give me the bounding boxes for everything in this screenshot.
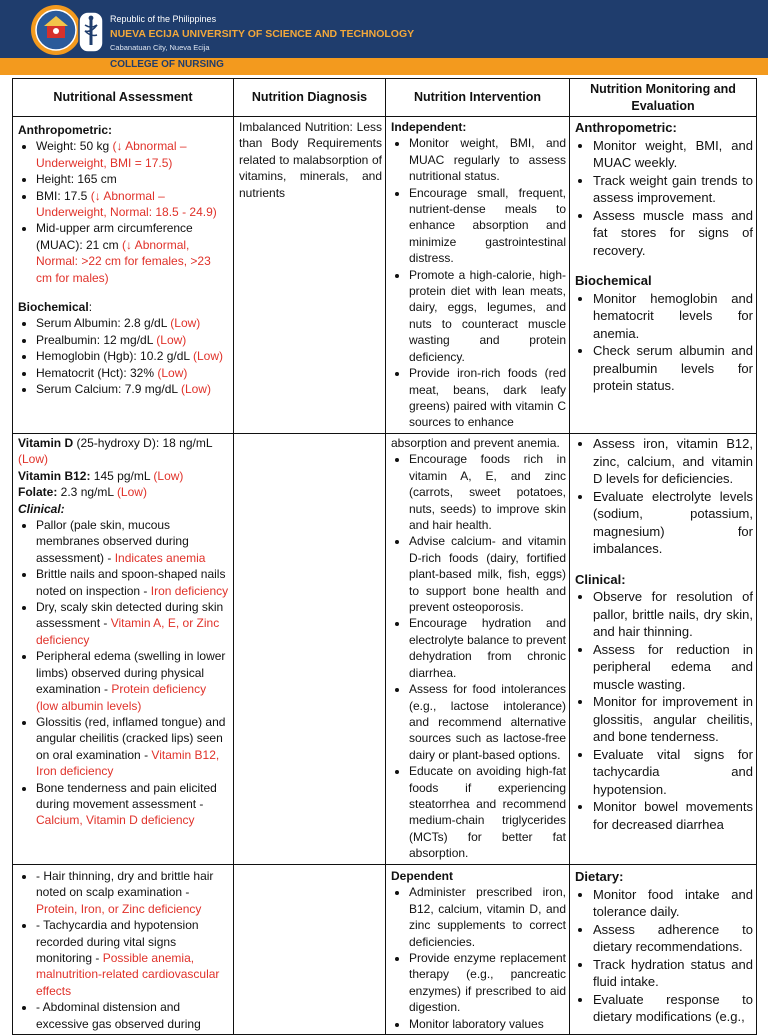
list-item: • Monitor weight, BMI, and MUAC regularly to assess nutritional status. <box>409 135 566 184</box>
diagnosis-cell <box>234 117 386 434</box>
monitoring-dietary-list <box>575 886 753 1026</box>
anthropometric-heading: Anthropometric: <box>18 123 112 137</box>
list-item: • Peripheral edema (swelling in lower limbs) observed during physical examination - Protein deficiency (low albumin levels) <box>36 648 230 714</box>
list-item: • Track weight gain trends to assess improvement. <box>593 172 753 207</box>
list-item: • Glossitis (red, inflamed tongue) and angular cheilitis (cracked lips) seen on oral examination - Vitamin B12, Iron deficiency <box>36 714 230 780</box>
diagnosis-cell <box>234 860 386 1035</box>
list-item: • Assess for food intolerances (e.g., lactose intolerance) and recommend alternative sources such as lactose-free dairy or plant-based options. <box>409 681 566 763</box>
column-header-diagnosis: Nutrition Diagnosis <box>234 79 386 117</box>
list-item: • Monitor for improvement in glossitis, angular cheilitis, and bone tenderness. <box>593 693 753 746</box>
list-item: • Weight: 50 kg (↓ Abnormal – Underweight, BMI = 17.5) <box>36 138 230 171</box>
folate-line: Folate: 2.3 ng/mL (Low) <box>18 485 147 500</box>
list-item: • Evaluate response to dietary modifications (e.g., <box>593 991 753 1026</box>
intervention-list <box>391 884 566 1032</box>
anthropometric-list <box>18 138 230 286</box>
list-item: • Bone tenderness and pain elicited during movement assessment - Calcium, Vitamin D deficiency <box>36 780 230 829</box>
list-item: • Track hydration status and fluid intake. <box>593 956 753 991</box>
list-item: • Hematocrit (Hct): 32% (Low) <box>36 365 230 381</box>
biochemical-heading: Biochemical <box>575 273 652 288</box>
list-item: • Monitor bowel movements for decreased diarrhea <box>593 798 753 833</box>
university-seal-icon <box>30 4 82 56</box>
clinical-heading: Clinical: <box>18 501 65 516</box>
table-header-row <box>13 79 757 117</box>
column-header-monitoring: Nutrition Monitoring and Evaluation <box>570 79 757 117</box>
table-row <box>13 433 757 864</box>
list-item: • Provide iron-rich foods (red meat, beans, dark leafy greens) paired with vitamin C sources to enhance <box>409 365 566 431</box>
list-item: • Prealbumin: 12 mg/dL (Low) <box>36 332 230 348</box>
clinical-list <box>18 517 230 829</box>
list-item: • - Abdominal distension and excessive gas observed during <box>36 999 230 1032</box>
assessment-cell <box>13 860 234 1035</box>
list-item: • Height: 165 cm <box>36 171 230 187</box>
ncp-table-page-2 <box>12 433 757 865</box>
intervention-list <box>391 135 566 430</box>
intervention-continued: absorption and prevent anemia. <box>391 436 560 450</box>
list-item: • Advise calcium- and vitamin D-rich foods (dairy, fortified plant-based milk, fish, eggs) to support bone health and prevent osteoporosis. <box>409 533 566 615</box>
biochemical-heading: Biochemical: <box>18 300 93 315</box>
list-item: • Encourage hydration and electrolyte balance to prevent dehydration from chronic diarrhea. <box>409 615 566 681</box>
diagnosis-text: Imbalanced Nutrition: Less than Body Requirements related to malabsorption of vitamins, minerals, and nutrients <box>239 120 382 200</box>
clinical-heading: Clinical: <box>575 571 626 587</box>
vitamin-d-line: Vitamin D (25-hydroxy D): 18 ng/mL (Low) <box>18 436 213 467</box>
list-item: • - Tachycardia and hypotension recorded during vital signs monitoring - Possible anemia, malnutrition-related cardiovascular effects <box>36 917 230 999</box>
intervention-list <box>391 451 566 861</box>
column-header-assessment: Nutritional Assessment <box>13 79 234 117</box>
list-item: • Assess muscle mass and fat stores for signs of recovery. <box>593 207 753 260</box>
intervention-cell <box>386 117 570 434</box>
dependent-heading: Dependent <box>391 869 454 883</box>
list-item: • Dry, scaly skin detected during skin assessment - Vitamin A, E, or Zinc deficiency <box>36 599 230 648</box>
list-item: • Monitor laboratory values <box>409 1016 566 1032</box>
table-row <box>13 117 757 434</box>
list-item: • Serum Albumin: 2.8 g/dL (Low) <box>36 315 230 331</box>
header-city: Cabanatuan City, Nueva Ecija <box>110 43 210 52</box>
intervention-cell <box>386 433 570 864</box>
list-item: • Educate on avoiding high-fat foods if experiencing steatorrhea and recommend medium-chain triglycerides (MCTs) for better fat absorption. <box>409 763 566 861</box>
list-item: • Hemoglobin (Hgb): 10.2 g/dL (Low) <box>36 348 230 364</box>
list-item: • BMI: 17.5 (↓ Abnormal – Underweight, Normal: 18.5 - 24.9) <box>36 188 230 221</box>
list-item: • Provide enzyme replacement therapy (e.g., pancreatic enzymes) if prescribed to aid digestion. <box>409 950 566 1016</box>
vitamin-b12-line: Vitamin B12: 145 pg/mL (Low) <box>18 468 184 483</box>
monitoring-cell <box>570 433 757 864</box>
monitoring-clinical-list <box>575 588 753 833</box>
intervention-cell <box>386 860 570 1035</box>
monitoring-bio-list <box>575 290 753 395</box>
list-item: • Mid-upper arm circumference (MUAC): 21 cm (↓ Abnormal, Normal: >22 cm for females, >23 cm for males) <box>36 220 230 286</box>
list-item: • Pallor (pale skin, mucous membranes observed during assessment) - Indicates anemia <box>36 517 230 566</box>
college-seal-icon <box>76 10 106 56</box>
independent-heading: Independent: <box>391 120 467 134</box>
assessment-cell <box>13 433 234 864</box>
list-item: • - Hair thinning, dry and brittle hair noted on scalp examination - Protein, Iron, or Zinc deficiency <box>36 868 230 917</box>
anthropometric-heading: Anthropometric: <box>575 120 677 135</box>
clinical-list <box>18 868 230 1032</box>
table-row <box>13 860 757 1035</box>
list-item: • Brittle nails and spoon-shaped nails noted on inspection - Iron deficiency <box>36 566 230 599</box>
list-item: • Monitor weight, BMI, and MUAC weekly. <box>593 137 753 172</box>
header-banner <box>0 0 768 75</box>
header-university: NUEVA ECIJA UNIVERSITY OF SCIENCE AND TECHNOLOGY <box>110 28 415 40</box>
dietary-heading: Dietary: <box>575 869 624 884</box>
monitoring-cell <box>570 860 757 1035</box>
list-item: • Evaluate electrolyte levels (sodium, potassium, magnesium) for imbalances. <box>593 488 753 558</box>
list-item: • Encourage foods rich in vitamin A, E, and zinc (carrots, sweet potatoes, nuts, seeds) to improve skin and hair health. <box>409 451 566 533</box>
list-item: • Promote a high-calorie, high-protein diet with lean meats, dairy, eggs, legumes, and nuts to counteract muscle wasting and protein deficiency. <box>409 267 566 365</box>
list-item: • Serum Calcium: 7.9 mg/dL (Low) <box>36 381 230 397</box>
header-republic: Republic of the Philippines <box>110 14 217 24</box>
list-item: • Evaluate vital signs for tachycardia and hypotension. <box>593 746 753 799</box>
list-item: • Assess for reduction in peripheral edema and muscle wasting. <box>593 641 753 694</box>
assessment-cell <box>13 117 234 434</box>
header-college: COLLEGE OF NURSING <box>110 59 224 70</box>
biochemical-list <box>18 315 230 397</box>
monitoring-cell <box>570 117 757 434</box>
diagnosis-cell <box>234 433 386 864</box>
monitoring-anthro-list <box>575 137 753 260</box>
list-item: • Encourage small, frequent, nutrient-dense meals to enhance absorption and minimize gastrointestinal distress. <box>409 185 566 267</box>
list-item: • Check serum albumin and prealbumin levels for protein status. <box>593 342 753 395</box>
ncp-table-page-1 <box>12 78 757 434</box>
list-item: • Observe for resolution of pallor, brittle nails, dry skin, and hair thinning. <box>593 588 753 641</box>
ncp-table-page-3 <box>12 860 757 1035</box>
list-item: • Monitor food intake and tolerance daily. <box>593 886 753 921</box>
list-item: • Administer prescribed iron, B12, calcium, vitamin D, and zinc supplements to correct deficiencies. <box>409 884 566 950</box>
monitoring-lab-list <box>575 435 753 558</box>
column-header-intervention: Nutrition Intervention <box>386 79 570 117</box>
list-item: • Assess iron, vitamin B12, zinc, calcium, and vitamin D levels for deficiencies. <box>593 435 753 488</box>
list-item: • Monitor hemoglobin and hematocrit levels for anemia. <box>593 290 753 343</box>
list-item: • Assess adherence to dietary recommendations. <box>593 921 753 956</box>
